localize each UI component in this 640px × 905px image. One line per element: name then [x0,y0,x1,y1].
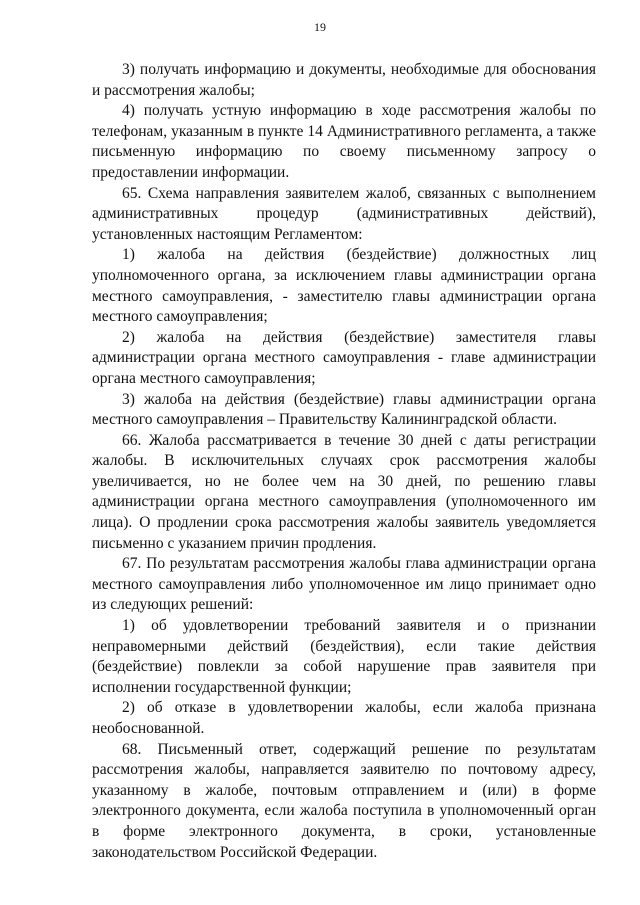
paragraph-65-item-3: 3) жалоба на действия (бездействие) главы администрации органа местного самоуправления – Правительству Калининградской области. [92,390,596,429]
paragraph-3-obtain-documents: 3) получать информацию и документы, необходимые для обоснования и рассмотрения жалобы; [92,61,596,99]
paragraph-65-item-2: 2) жалоба на действия (бездействие) заместителя главы администрации органа местного самоуправления - главе администрации органа местного самоуправления; [92,328,596,387]
paragraph-67-decisions: 67. По результатам рассмотрения жалобы глава администрации органа местного самоуправления либо уполномоченное им лицо принимает одно из следующих решений: [92,555,596,614]
paragraph-4-oral-information: 4) получать устную информацию в ходе рассмотрения жалобы по телефонам, указанным в пункте 14 Административного регламента, а также письменную информацию по своему письменному запросу о предоставлении информации. [92,102,596,181]
paragraph-67-item-1: 1) об удовлетворении требований заявителя и о признании неправомерными действий (бездействия), если такие действия (бездействие) повлекли за собой нарушение прав заявителя при исполнении государственной функции; [92,617,596,696]
paragraph-65-complaint-scheme: 65. Схема направления заявителем жалоб, связанных с выполнением административных процедур (административных действий), установленных настоящим Регламентом: [92,184,596,243]
paragraph-66-review-period: 66. Жалоба рассматривается в течение 30 дней с даты регистрации жалобы. В исключительных случаях срок рассмотрения жалобы увеличивается, но не более чем на 30 дней, по решению главы администрации органа местного самоуправления (уполномоченного им лица). О продлении срока рассмотрения жалобы заявитель уведомляется письменно с указанием причин продления. [92,431,596,552]
page-number: 19 [314,20,326,34]
paragraph-67-item-2: 2) об отказе в удовлетворении жалобы, если жалоба признана необоснованной. [92,699,596,737]
paragraph-68-written-response: 68. Письменный ответ, содержащий решение по результатам рассмотрения жалобы, направляется заявителю по почтовому адресу, указанному в жалобе, почтовым отправлением и (или) в форме электронного документа, если жалоба поступила в уполномоченный орган в форме электронного документа, в сроки, установленные законодательством Российской Федерации. [92,740,596,861]
paragraph-65-item-1: 1) жалоба на действия (бездействие) должностных лиц уполномоченного органа, за исключением главы администрации органа местного самоуправления, - заместителю главы администрации органа местного самоуправления; [92,246,596,326]
document-body [92,60,596,863]
